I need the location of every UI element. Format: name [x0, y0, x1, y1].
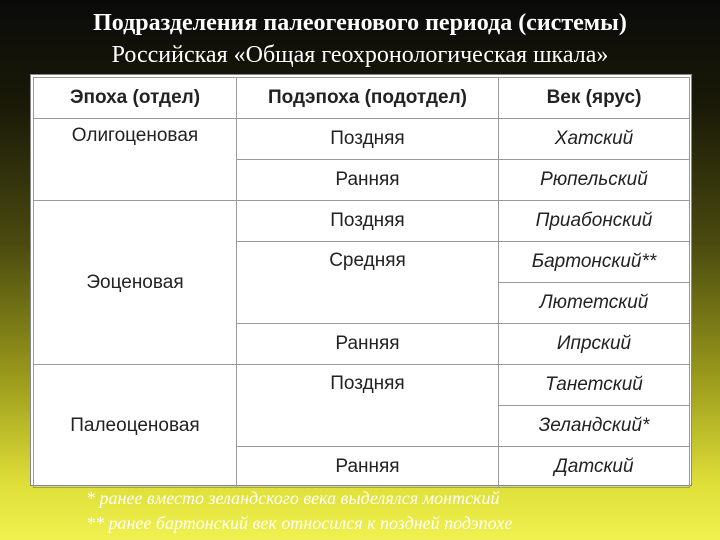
stage-cell: Зеландский* [499, 406, 690, 447]
subepoch-cell: Поздняя [237, 201, 499, 242]
subepoch-cell: Средняя [237, 242, 499, 324]
stage-cell: Лютетский [499, 283, 690, 324]
footnote-1: * ранее вместо зеландского века выделялся монтский [86, 488, 500, 508]
stage-cell: Датский [499, 447, 690, 488]
subepoch-cell: Ранняя [237, 160, 499, 201]
epoch-cell: Палеоценовая [34, 365, 237, 488]
table-row [34, 201, 690, 242]
footnotes [86, 486, 706, 536]
stage-cell: Танетский [499, 365, 690, 406]
header-subepoch: Подэпоха (подотдел) [237, 78, 499, 119]
epoch-cell: Эоценовая [34, 201, 237, 365]
page-subtitle: Российская «Общая геохронологическая шкала» [111, 42, 609, 68]
stage-cell: Рюпельский [499, 160, 690, 201]
subepoch-cell: Ранняя [237, 324, 499, 365]
header-epoch: Эпоха (отдел) [34, 78, 237, 119]
table-header-row [34, 78, 690, 119]
stage-cell: Хатский [499, 119, 690, 160]
table-row [34, 119, 690, 160]
page-title: Подразделения палеогенового периода (системы) [93, 10, 627, 36]
footnote-2: ** ранее бартонский век относился к поздней подэпохе [86, 513, 513, 533]
subepoch-cell: Поздняя [237, 119, 499, 160]
geochronological-table [33, 77, 690, 488]
stage-cell: Бартонский** [499, 242, 690, 283]
header-stage: Век (ярус) [499, 78, 690, 119]
stage-cell: Ипрский [499, 324, 690, 365]
epoch-cell: Олигоценовая [34, 119, 237, 201]
subepoch-cell: Ранняя [237, 447, 499, 488]
stage-cell: Приабонский [499, 201, 690, 242]
table-container [30, 74, 692, 486]
table-row [34, 365, 690, 406]
subepoch-cell: Поздняя [237, 365, 499, 447]
